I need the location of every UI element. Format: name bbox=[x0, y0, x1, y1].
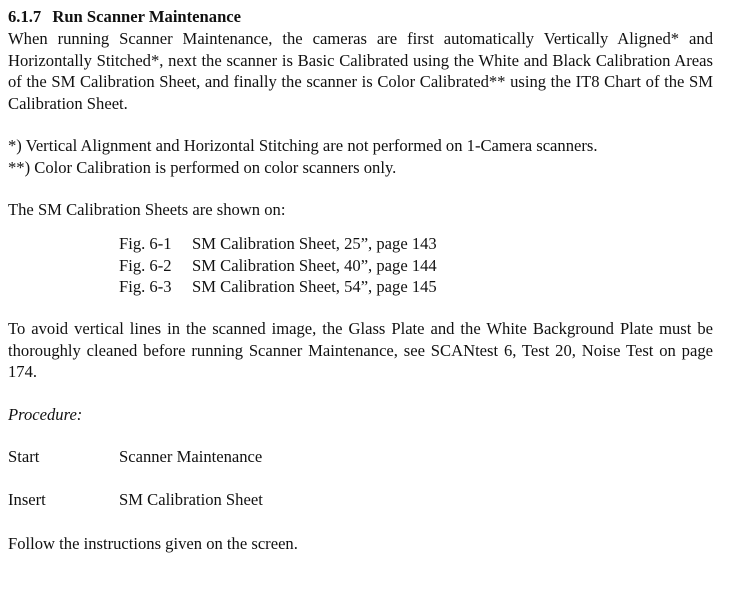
step-label: Insert bbox=[8, 489, 46, 509]
figure-list bbox=[119, 233, 713, 298]
section-number: 6.1.7 bbox=[8, 7, 42, 26]
calibration-sheets-intro: The SM Calibration Sheets are shown on: bbox=[8, 199, 286, 219]
intro-paragraph: When running Scanner Maintenance, the cameras are first automatically Vertically Aligned* and Horizontally Stitched*, next the scanner is Basic Calibrated using the White and Black Calibration Areas of the SM Calibration Sheet, and finally the scanner is Color Calibrated** using the IT8 Chart of the SM Calibration Sheet. bbox=[8, 29, 713, 113]
procedure-step bbox=[8, 489, 713, 511]
figure-reference bbox=[119, 233, 713, 255]
section-heading bbox=[8, 6, 713, 28]
figure-reference bbox=[119, 276, 713, 298]
procedure-label: Procedure: bbox=[8, 404, 83, 424]
footnote-color: **) Color Calibration is performed on color scanners only. bbox=[8, 157, 397, 177]
figure-number: Fig. 6-2 bbox=[119, 255, 172, 275]
step-label: Start bbox=[8, 447, 40, 467]
document-page bbox=[8, 6, 713, 554]
step-value: Scanner Maintenance bbox=[119, 447, 263, 467]
footnotes bbox=[8, 135, 713, 178]
section-title: Run Scanner Maintenance bbox=[52, 7, 242, 26]
figure-number: Fig. 6-3 bbox=[119, 277, 172, 297]
figure-reference bbox=[119, 255, 713, 277]
figure-number: Fig. 6-1 bbox=[119, 234, 172, 254]
figure-text: SM Calibration Sheet, 54”, page 145 bbox=[192, 277, 437, 297]
figure-text: SM Calibration Sheet, 40”, page 144 bbox=[192, 255, 437, 275]
cleaning-paragraph: To avoid vertical lines in the scanned image, the Glass Plate and the White Background Plate must be thoroughly cleaned before running Scanner Maintenance, see SCANtest 6, Test 20, Noise Test on page 174. bbox=[8, 318, 713, 382]
follow-instructions: Follow the instructions given on the screen. bbox=[8, 533, 298, 553]
step-value: SM Calibration Sheet bbox=[119, 489, 263, 509]
footnote-stitching: *) Vertical Alignment and Horizontal Stitching are not performed on 1-Camera scanners. bbox=[8, 136, 598, 156]
figure-text: SM Calibration Sheet, 25”, page 143 bbox=[192, 234, 437, 254]
procedure-step bbox=[8, 446, 713, 468]
